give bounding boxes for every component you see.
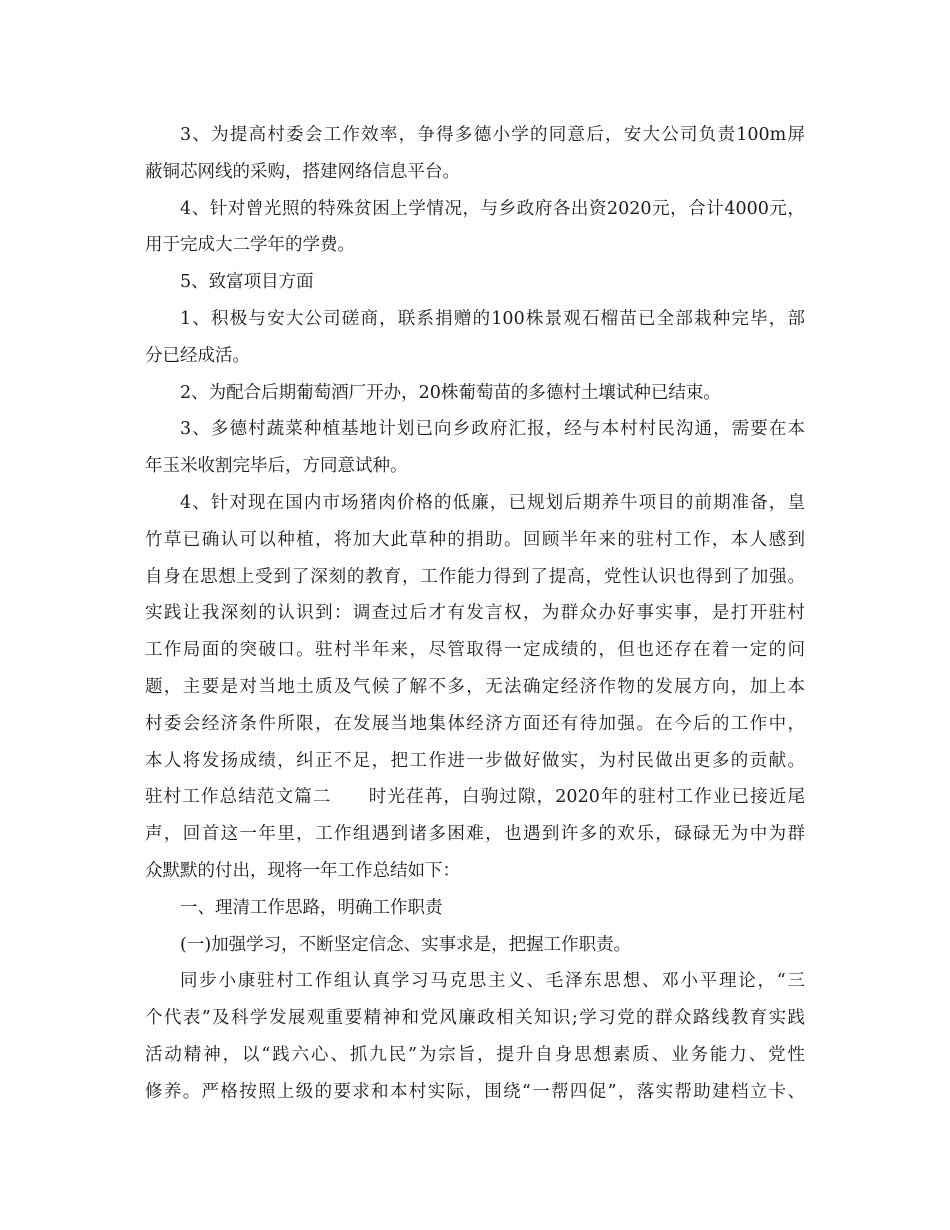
text-line: 5、致富项目方面: [180, 272, 314, 293]
text-line: 本人将发扬成绩，纠正不足，把工作进一步做好做实，为村民做出更多的贡献。: [145, 750, 805, 771]
text-line: 自身在思想上受到了深刻的教育，工作能力得到了提高，党性认识也得到了加强。: [145, 566, 805, 587]
text-line: 众默默的付出，现将一年工作总结如下：: [145, 860, 460, 881]
text-line: 活动精神，以“践六心、抓九民”为宗旨，提升自身思想素质、业务能力、党性: [145, 1044, 805, 1065]
text-line: 3、多德村蔬菜种植基地计划已向乡政府汇报，经与本村村民沟通，需要在本: [180, 419, 805, 440]
text-line: 蔽铜芯网线的采购，搭建网络信息平台。: [145, 161, 460, 182]
text-line: 同步小康驻村工作组认真学习马克思主义、毛泽东思想、邓小平理论，“三: [180, 971, 805, 992]
text-line: 分已经成活。: [145, 345, 250, 366]
text-line: 用于完成大二学年的学费。: [145, 235, 355, 256]
text-line: 4、针对现在国内市场猪肉价格的低廉，已规划后期养牛项目的前期准备，皇: [180, 492, 805, 513]
text-line: 村委会经济条件所限，在发展当地集体经济方面还有待加强。在今后的工作中，: [145, 713, 805, 734]
text-line: 竹草已确认可以种植，将加大此草种的捐助。回顾半年来的驻村工作，本人感到: [145, 529, 805, 550]
text-line: 题，主要是对当地土质及气候了解不多，无法确定经济作物的发展方向，加上本: [145, 676, 805, 697]
text-line: 一、理清工作思路，明确工作职责: [180, 897, 443, 918]
text-line: 实践让我深刻的认识到：调查过后才有发言权，为群众办好事实事，是打开驻村: [145, 603, 805, 624]
text-line: 个代表”及科学发展观重要精神和党风廉政相关知识;学习党的群众路线教育实践: [145, 1008, 805, 1029]
text-line: 修养。严格按照上级的要求和本村实际，围绕“一帮四促”，落实帮助建档立卡、: [145, 1081, 805, 1102]
text-line: 工作局面的突破口。驻村半年来，尽管取得一定成绩的，但也还存在着一定的问: [145, 640, 805, 661]
text-line: 驻村工作总结范文篇二 时光荏苒，白驹过隙，2020年的驻村工作业已接近尾: [145, 787, 805, 808]
text-line: 声，回首这一年里，工作组遇到诸多困难，也遇到许多的欢乐，碌碌无为中为群: [145, 824, 805, 845]
text-line: 1、积极与安大公司磋商，联系捐赠的100株景观石榴苗已全部栽种完毕，部: [180, 308, 805, 329]
text-line: 3、为提高村委会工作效率，争得多德小学的同意后，安大公司负责100m屏: [180, 125, 805, 145]
document-body: [145, 117, 805, 1111]
text-line: 4、针对曾光照的特殊贫困上学情况，与乡政府各出资2020元，合计4000元，: [180, 198, 805, 219]
text-line: (一)加强学习，不断坚定信念、实事求是，把握工作职责。: [180, 934, 632, 955]
text-line: 年玉米收割完毕后，方同意试种。: [145, 456, 408, 477]
text-line: 2、为配合后期葡萄酒厂开办，20株葡萄苗的多德村土壤试种已结束。: [180, 382, 721, 403]
